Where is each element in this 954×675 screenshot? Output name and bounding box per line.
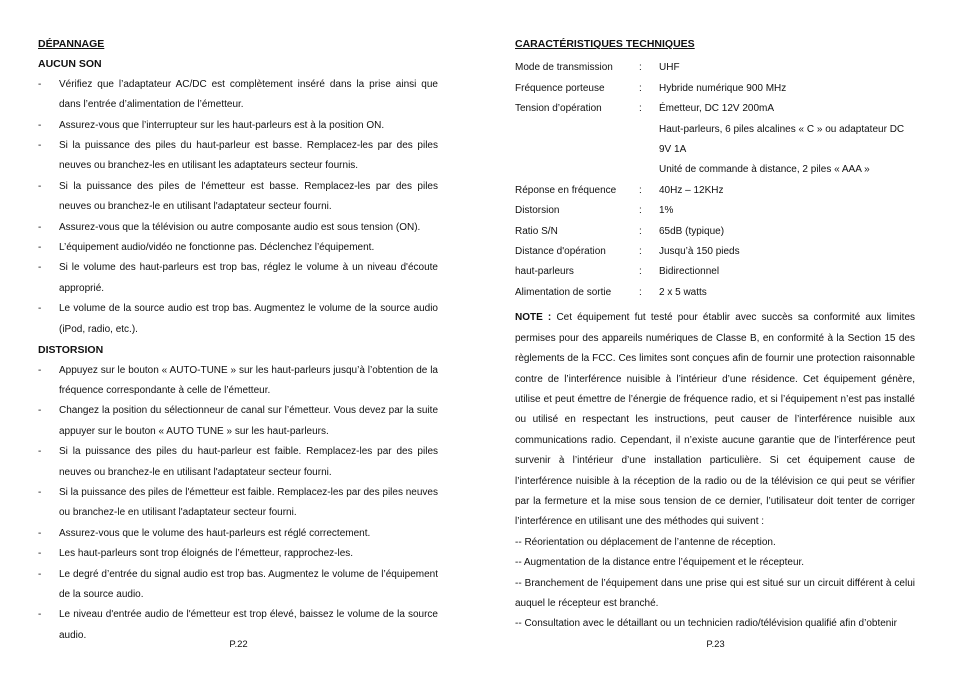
spec-key: Ratio S/N <box>515 225 558 237</box>
spec-value: 65dB (typique) <box>659 225 725 237</box>
spec-key: Distance d'opération <box>515 246 606 258</box>
note-list-item: -- Branchement de l’équipement dans une prise qui est situé sur un circuit différent à celui auquel le récepteur est branché. <box>515 577 915 609</box>
page-number: P.23 <box>706 639 725 650</box>
list-item: - L’équipement audio/vidéo ne fonctionne pas. Déclenchez l’équipement. <box>38 242 375 254</box>
list-item: - Appuyez sur le bouton « AUTO-TUNE » sur les haut-parleurs jusqu’à l’obtention de la fréquence correspondante à celle de l’émetteur. <box>38 364 438 396</box>
note-list-item: -- Consultation avec le détaillant ou un technicien radio/télévision qualifié afin d’obtenir <box>515 618 897 630</box>
spec-key: Mode de transmission <box>515 62 613 74</box>
spec-key: Alimentation de sortie <box>515 286 612 298</box>
spec-value: 1% <box>659 205 674 217</box>
note-list-item: -- Augmentation de la distance entre l’équipement et le récepteur. <box>515 557 805 569</box>
list-item: - Si la puissance des piles de l'émetteur est basse. Remplacez-les par des piles neuves ou branchez-le en utilisant l'adaptateur secteur fourni. <box>38 180 438 213</box>
list-item: - Si la puissance des piles du haut-parleur est basse. Remplacez-les par des piles neuves ou branchez-les en utilisant les adaptateurs secteur fournis. <box>38 140 438 172</box>
spec-key: Tension d’opération <box>515 103 602 115</box>
spec-row <box>515 201 915 221</box>
spec-row <box>515 79 915 99</box>
spec-row <box>515 222 915 242</box>
spec-value: Émetteur, DC 12V 200mA Haut-parleurs, 6 piles alcalines « C » ou adaptateur DC 9V 1A Unité de commande à distance, 2 piles « AAA » <box>659 103 905 176</box>
page-23 <box>477 0 954 675</box>
spec-row <box>515 262 915 282</box>
spec-colon: : <box>639 82 642 94</box>
spec-value: 40Hz – 12KHz <box>659 184 724 196</box>
no-sound-list <box>38 75 438 340</box>
list-item: - Vérifiez que l’adaptateur AC/DC est complètement inséré dans la prise ainsi que dans l’entrée d’alimentation de l’émetteur. <box>38 78 438 111</box>
spec-value: UHF <box>659 62 680 74</box>
spec-row <box>515 58 915 78</box>
list-item: - Assurez-vous que l’interrupteur sur les haut-parleurs est à la position ON. <box>38 119 385 131</box>
fcc-note <box>515 308 915 635</box>
note-paragraph <box>515 308 915 532</box>
spec-key: Fréquence porteuse <box>515 82 605 94</box>
spec-colon: : <box>639 62 642 74</box>
note-list-item: -- Réorientation ou déplacement de l’antenne de réception. <box>515 536 776 548</box>
distortion-heading: DISTORSION <box>38 344 104 357</box>
specs-table <box>515 58 915 303</box>
spec-value: Bidirectionnel <box>659 266 720 278</box>
list-item: - Si la puissance des piles de l'émetteur est faible. Remplacez-les par des piles neuves ou branchez-le en utilisant l'adaptateur secteur fourni. <box>38 486 438 519</box>
spec-colon: : <box>639 225 642 237</box>
note-text: Cet équipement fut testé pour établir avec succès sa conformité aux limites permises pour des appareils numériques de Classe B, en conformité à la Section 15 des règlements de la FCC. Ces limites sont conçues afin de fournir une protection raisonnable contre de l’interférence nuisible à l’intérieur d’une résidence. Cet équipement génère, utilise et peut émettre de l’énergie de fréquence radio, et si l’équipement n’est pas installé ou utilisé en respectant les instructions, peut causer de l’interférence nuisible aux communications radio. Cependant, il n’existe aucune garantie que de l’interférence peut survenir à l’intérieur d’une installation particulière. Si cet équipement cause de l’interférence nuisible à la réception de la radio ou de la télévision ce qui peut se vérifier par la fermeture et la mise sous tension de ce dernier, l’utilisateur doit tenter de corriger l’interférence en utilisant une des méthodes qui suivent : <box>515 312 916 528</box>
spec-value: Jusqu’à 150 pieds <box>659 246 740 258</box>
list-item: - Si la puissance des piles du haut-parleur est faible. Remplacez-les par des piles neuves ou branchez-le en utilisant l'adaptateur secteur fourni. <box>38 446 438 478</box>
spec-colon: : <box>639 205 642 217</box>
spec-value: 2 x 5 watts <box>659 286 707 298</box>
spec-key: Réponse en fréquence <box>515 184 617 196</box>
spec-row <box>515 283 915 303</box>
spec-colon: : <box>639 103 642 115</box>
list-item: - Le niveau d'entrée audio de l'émetteur est trop élevé, baissez le volume de la source audio. <box>38 609 438 641</box>
note-label: NOTE : <box>515 312 552 324</box>
list-item: - Les haut-parleurs sont trop éloignés de l’émetteur, rapprochez-les. <box>38 548 354 560</box>
list-item: - Le volume de la source audio est trop bas. Augmentez le volume de la source audio (iPod, radio, etc.). <box>38 303 438 335</box>
specifications-title: CARACTÉRISTIQUES TECHNIQUES <box>515 38 695 50</box>
spec-colon: : <box>639 266 642 278</box>
spec-row <box>515 181 915 201</box>
spec-row <box>515 99 915 181</box>
page-number: P.22 <box>229 639 248 650</box>
spec-key: haut-parleurs <box>515 266 574 278</box>
list-item: - Assurez-vous que la télévision ou autre composante audio est sous tension (ON). <box>38 221 421 233</box>
distortion-list <box>38 361 438 647</box>
no-sound-heading: AUCUN SON <box>38 58 102 71</box>
spec-colon: : <box>639 246 642 258</box>
list-item: - Le degré d’entrée du signal audio est trop bas. Augmentez le volume de l’équipement de la source audio. <box>38 568 438 600</box>
list-item: - Changez la position du sélectionneur de canal sur l’émetteur. Vous devez par la suite appuyer sur le bouton « AUTO TUNE » sur les haut-parleurs. <box>38 405 438 437</box>
list-item: - Assurez-vous que le volume des haut-parleurs est réglé correctement. <box>38 527 371 539</box>
spec-colon: : <box>639 286 642 298</box>
spec-row <box>515 242 915 262</box>
list-item: - Si le volume des haut-parleurs est trop bas, réglez le volume à un niveau d'écoute approprié. <box>38 262 438 294</box>
spec-colon: : <box>639 184 642 196</box>
troubleshooting-title: DÉPANNAGE <box>38 38 105 50</box>
spec-value: Hybride numérique 900 MHz <box>659 82 787 94</box>
spec-key: Distorsion <box>515 205 560 217</box>
